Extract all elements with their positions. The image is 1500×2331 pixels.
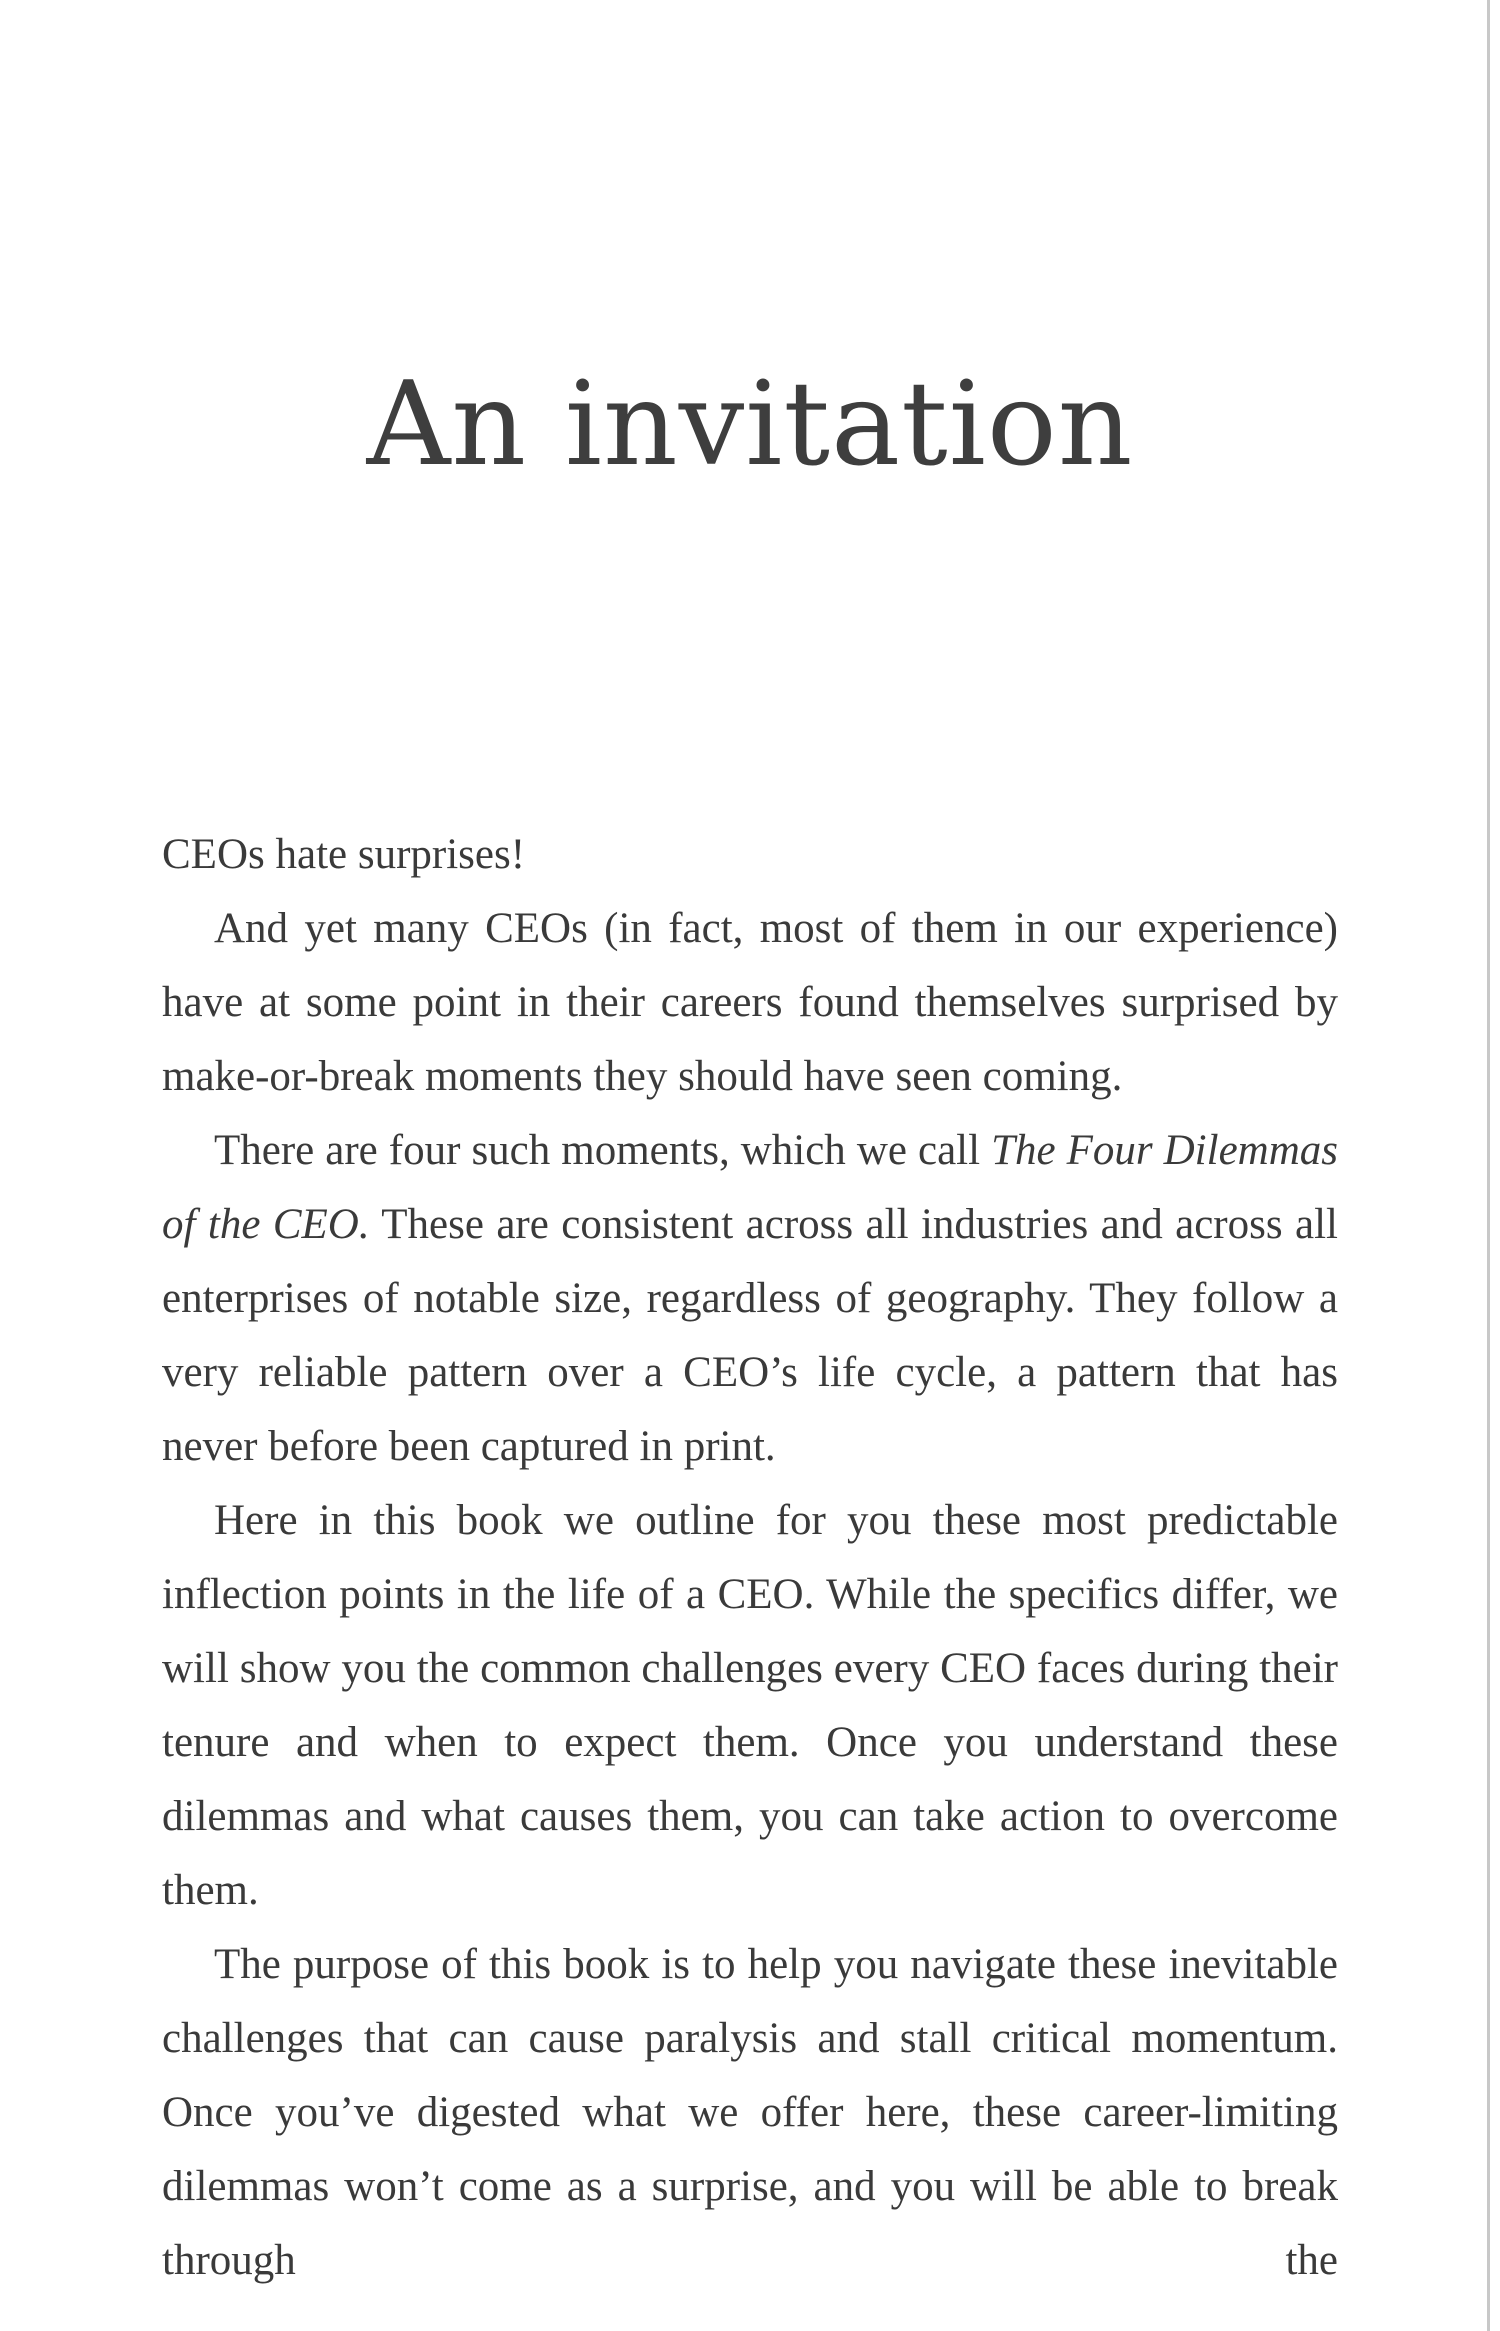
paragraph-text: There are four such moments, which we call [214, 1127, 992, 1174]
paragraph: The purpose of this book is to help you navigate these inevitable challenges that can cause paralysis and stall critical momentum. Once you’ve digested what we offer here, these career-limiting dilemmas won’t come as a surprise, and you will be able to break through the [162, 1941, 1338, 2284]
page-edge-divider [1487, 0, 1490, 2331]
book-title-italic: The Four Dilemmas of the CEO. [162, 1127, 1338, 1248]
body-text [162, 818, 1338, 2298]
paragraph-text: These are consistent across all industries and across all enterprises of notable size, regardless of geography. They follow a very reliable pattern over a CEO’s life cycle, a pattern that has never before been captured in print. [162, 1201, 1338, 1470]
paragraph: Here in this book we outline for you these most predictable inflection points in the life of a CEO. While the specifics differ, we will show you the common challenges every CEO faces during their tenure and when to expect them. Once you understand these dilemmas and what causes them, you can take action to overcome them. [162, 1497, 1338, 1914]
paragraph: And yet many CEOs (in fact, most of them in our experience) have at some point in their careers found themselves surprised by make-or-break moments they should have seen coming. [162, 905, 1338, 1100]
paragraph: CEOs hate surprises! [162, 831, 526, 878]
paragraph [162, 1114, 1338, 1484]
chapter-title: An invitation [366, 357, 1134, 492]
